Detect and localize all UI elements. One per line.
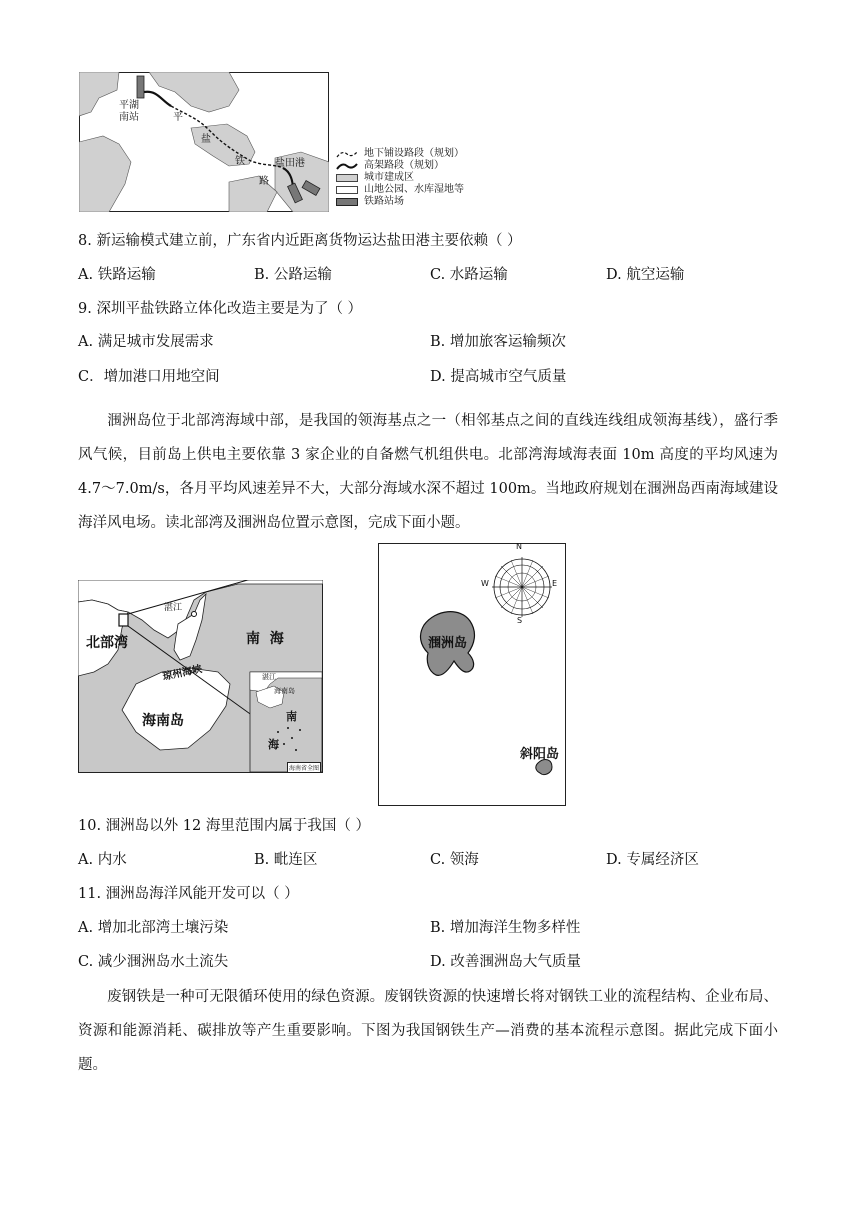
q8-option-c[interactable]: C. 水路运输 — [430, 267, 508, 283]
legend-underground: 地下铺设路段（规划） — [336, 148, 506, 160]
steel-intro-paragraph: 废钢铁是一种可无限循环使用的绿色资源。废钢铁资源的快速增长将对钢铁工业的流程结构、企业布局、资源和能源消耗、碳排放等产生重要影响。下图为我国钢铁生产—消费的基本流程示意图。据此完成下面小题。 — [78, 989, 778, 1073]
pinghu-station-label: 平湖 南站 — [119, 100, 139, 123]
nanhai-label: 南 海 — [246, 631, 284, 647]
legend-station: 铁路站场 — [336, 196, 506, 208]
q11-option-b[interactable]: B. 增加海洋生物多样性 — [430, 920, 581, 936]
q8-option-a[interactable]: A. 铁路运输 — [78, 267, 156, 283]
route-char-yan: 盐 — [201, 134, 211, 145]
legend-park: 山地公园、水库湿地等 — [336, 184, 506, 196]
map1-legend — [336, 148, 506, 208]
yantian-port-label: 盐田港 — [275, 158, 305, 169]
legend-urban: 城市建成区 — [336, 172, 506, 184]
question-9-stem: 9. 深圳平盐铁路立体化改造主要是为了（ ） — [78, 301, 363, 317]
inset-hainan-label: 海南岛 — [274, 687, 295, 695]
q11-option-c[interactable]: C. 减少涠洲岛水土流失 — [78, 954, 229, 970]
q10-option-b[interactable]: B. 毗连区 — [254, 852, 318, 868]
qiongzhou-strait-label: 琼州海峡 — [161, 663, 204, 683]
compass-w: W — [481, 579, 489, 588]
q11-option-a[interactable]: A. 增加北部湾土壤污染 — [78, 920, 229, 936]
weizhou-intro-paragraph: 涠洲岛位于北部湾海域中部，是我国的领海基点之一（相邻基点之间的直线连线组成领海基线），盛行季风气候，目前岛上供电主要依靠 3 家企业的自备燃气机组供电。北部湾海域海表面 10m 高度的平均风速为 4.7～7.0m/s，各月平均风速差异不大，大部分海域水深不超过 100m。当地政府规划在涠洲岛西南海域建设海洋风电场。读北部湾及涠洲岛位置示意图，完成下面小题。 — [78, 413, 778, 531]
inset-zhanjiang-label: 湛江 — [262, 673, 276, 681]
q9-option-d[interactable]: D. 提高城市空气质量 — [430, 369, 567, 385]
inset-nan-label: 南 — [286, 710, 297, 723]
weizhou-island-label: 涠洲岛 — [428, 636, 468, 651]
q9-option-a[interactable]: A. 满足城市发展需求 — [78, 334, 214, 350]
zhanjiang-label: 湛江 — [164, 603, 183, 613]
beibu-gulf-map — [78, 580, 323, 773]
q10-option-c[interactable]: C. 领海 — [430, 852, 479, 868]
route-char-tie: 铁 — [235, 156, 245, 167]
legend-elevated: 高架路段（规划） — [336, 160, 506, 172]
xieyang-island-label: 斜阳岛 — [520, 747, 560, 762]
question-8-stem: 8. 新运输模式建立前，广东省内近距离货物运达盐田港主要依赖（ ） — [78, 233, 522, 249]
compass-e: E — [552, 579, 558, 588]
q8-option-d[interactable]: D. 航空运输 — [606, 267, 685, 283]
question-11-stem: 11. 涠洲岛海洋风能开发可以（ ） — [78, 886, 299, 902]
q11-option-d[interactable]: D. 改善涠洲岛大气质量 — [430, 954, 581, 970]
route-char-lu: 路 — [259, 176, 269, 187]
pingyan-railway-map — [79, 72, 329, 212]
q10-option-d[interactable]: D. 专属经济区 — [606, 852, 699, 868]
weizhou-detail-map — [378, 543, 566, 806]
compass-n: N — [516, 542, 522, 551]
q8-option-b[interactable]: B. 公路运输 — [254, 267, 332, 283]
q9-option-b[interactable]: B. 增加旅客运输频次 — [430, 334, 566, 350]
inset-hai-label: 海 — [268, 738, 279, 751]
route-char-ping: 平 — [173, 112, 183, 123]
q9-option-c[interactable]: C．增加港口用地空间 — [78, 369, 220, 385]
inset-caption: 海南省全图 — [287, 762, 321, 773]
hainan-island-label: 海南岛 — [142, 713, 184, 729]
beibuwan-label: 北部湾 — [86, 635, 128, 651]
compass-s: S — [517, 616, 523, 625]
q10-option-a[interactable]: A. 内水 — [78, 852, 127, 868]
compass-rose-icon — [492, 557, 552, 617]
question-10-stem: 10. 涠洲岛以外 12 海里范围内属于我国（ ） — [78, 818, 370, 834]
